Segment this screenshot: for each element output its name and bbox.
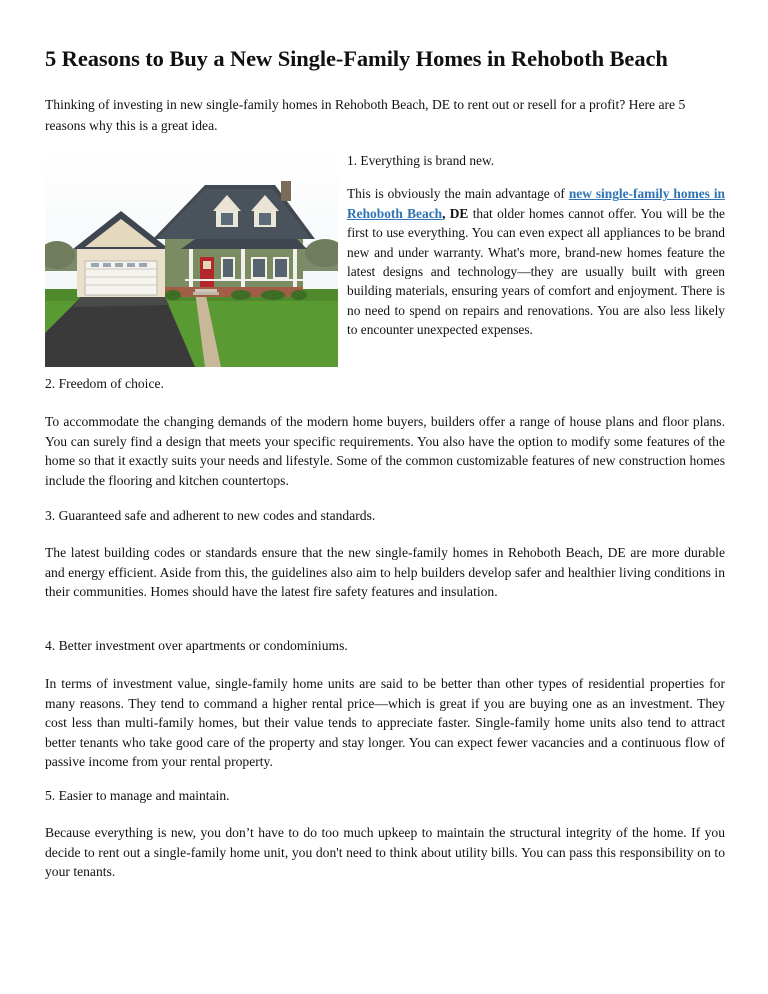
reason1-heading: 1. Everything is brand new.	[347, 153, 495, 168]
new-homes-link[interactable]: new single-family homes in Rehoboth Beach	[347, 186, 725, 221]
reason1-column	[347, 151, 725, 340]
reason4-paragraph: In terms of investment value, single-family home units are said to be better than other types of residential properties for many reasons. They tend to command a higher rental price—which is great if you are buying one as an investment. They cost less than multi-family homes, but their value tends to appreciate faster. Single-family home units also tend to attract better tenants who take good care of the property and stay longer. You can expect fewer vacancies and a continuous flow of passive income from your rental property.	[45, 676, 725, 770]
intro-paragraph: Thinking of investing in new single-family homes in Rehoboth Beach, DE to rent out or resell for a profit? Here are 5 reasons why this is a great idea.	[45, 97, 686, 133]
reason5-heading: 5. Easier to manage and maintain.	[45, 788, 230, 803]
reason2-heading: 2. Freedom of choice.	[45, 376, 164, 391]
page-title: 5 Reasons to Buy a New Single-Family Homes in Rehoboth Beach	[45, 46, 668, 71]
reason3-paragraph: The latest building codes or standards ensure that the new single-family homes in Rehoboth Beach, DE are more durable and energy efficient. Aside from this, the guidelines also aim to help builders develop safer and healthier living conditions in their communities. Homes should have the latest fire safety features and insulation.	[45, 545, 725, 600]
reason3-heading: 3. Guaranteed safe and adherent to new codes and standards.	[45, 508, 376, 523]
reason1-text-pre: This is obviously the main advantage of	[347, 186, 569, 202]
house-photo	[45, 151, 338, 367]
reason2-paragraph: To accommodate the changing demands of the modern home buyers, builders offer a range of house plans and floor plans. You can surely find a design that meets your specific requirements. You also have the option to modify some features of the home so that it exactly suits your needs and lifestyle. Some of the common customizable features of new construction homes include the flooring and kitchen countertops.	[45, 414, 725, 488]
reason4-heading: 4. Better investment over apartments or condominiums.	[45, 638, 348, 653]
reason1-bold-de: , DE	[442, 205, 469, 221]
reason5-paragraph: Because everything is new, you don’t have to do too much upkeep to maintain the structural integrity of the home. If you decide to rent out a single-family home unit, you don't need to think about utility bills. You can pass this responsibility on to your tenants.	[45, 825, 725, 880]
reason1-paragraph	[347, 184, 725, 339]
reason1-text-post: that older homes cannot offer. You will be the first to use everything. You can even expect all appliances to be brand new and under warranty. What's more, brand-new homes feature the latest designs and technology—they are usually built with green building materials, ensuring years of comfort and enjoyment. There is no need to spend on repairs and renovations. You are also less likely to encounter unexpected expenses.	[347, 205, 725, 338]
